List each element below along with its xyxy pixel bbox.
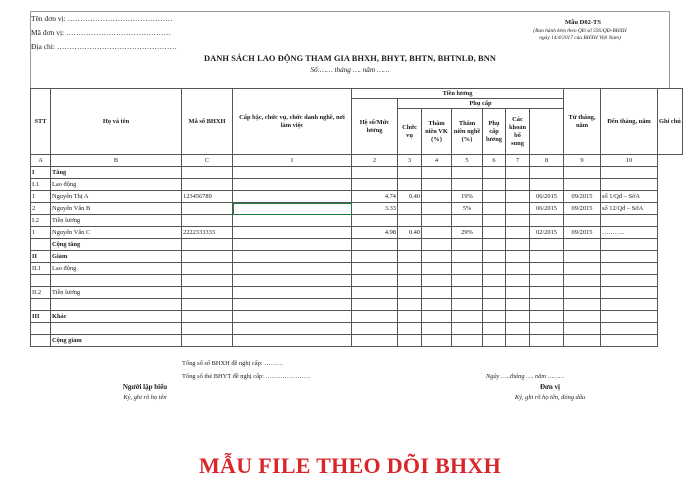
row-cell[interactable] — [233, 287, 352, 299]
row-cell[interactable] — [564, 335, 601, 347]
row-name[interactable] — [51, 299, 182, 311]
row-cell[interactable] — [182, 323, 233, 335]
column-index-cell: B — [51, 155, 182, 167]
column-index-cell: 9 — [564, 155, 601, 167]
row-cell[interactable] — [422, 191, 452, 203]
row-cell[interactable] — [506, 203, 530, 215]
row-cell[interactable] — [352, 275, 398, 287]
table-row — [31, 275, 683, 287]
table-row — [31, 239, 683, 251]
row-cell[interactable] — [601, 275, 658, 287]
column-index-cell: C — [182, 155, 233, 167]
row-cell[interactable] — [564, 167, 601, 179]
row-cell[interactable]: số 1/Qđ – SởA — [601, 191, 658, 203]
row-cell[interactable]: 0.40 — [398, 227, 422, 239]
row-cell[interactable] — [530, 299, 564, 311]
row-cell[interactable] — [422, 287, 452, 299]
row-cell[interactable]: số 12/Qđ – SởA — [601, 203, 658, 215]
row-cell[interactable] — [601, 287, 658, 299]
row-cell[interactable] — [398, 287, 422, 299]
form-note-2: ngày 14/4/2017 của BHXH Việt Nam) — [539, 35, 621, 41]
row-cell[interactable] — [483, 239, 506, 251]
row-cell[interactable] — [182, 311, 233, 323]
row-cell[interactable] — [483, 167, 506, 179]
date-line: Ngày …..tháng …. năm ……… — [486, 373, 565, 380]
row-cell[interactable]: 3.33 — [352, 203, 398, 215]
row-cell[interactable] — [601, 167, 658, 179]
row-cell[interactable]: 4.98 — [352, 227, 398, 239]
row-cell[interactable] — [506, 287, 530, 299]
table-row — [31, 191, 683, 203]
preparer-title: Người lập biểu — [122, 383, 168, 391]
table-row — [31, 311, 683, 323]
row-cell[interactable] — [483, 215, 506, 227]
row-cell[interactable] — [233, 251, 352, 263]
row-cell[interactable] — [182, 203, 233, 215]
row-cell[interactable] — [564, 215, 601, 227]
row-cell[interactable] — [530, 287, 564, 299]
unit-address: Địa chỉ: ………………………………………… — [31, 42, 177, 51]
row-cell[interactable] — [601, 311, 658, 323]
row-name[interactable]: Nguyễn Thị A — [51, 191, 182, 203]
row-cell[interactable]: 2222333333 — [182, 227, 233, 239]
row-cell[interactable] — [352, 287, 398, 299]
row-cell[interactable]: 02/2015 — [530, 227, 564, 239]
column-index-cell: 3 — [398, 155, 422, 167]
row-cell[interactable] — [564, 275, 601, 287]
unit-signature-title: Đơn vị — [539, 383, 561, 391]
row-cell[interactable] — [601, 215, 658, 227]
row-cell[interactable] — [233, 323, 352, 335]
row-cell[interactable] — [483, 263, 506, 275]
row-cell[interactable] — [530, 179, 564, 191]
form-code: Mẫu D02-TS — [565, 19, 601, 26]
row-cell[interactable] — [452, 323, 483, 335]
row-cell[interactable] — [506, 251, 530, 263]
unit-code: Mã đơn vị: …………………………………… — [31, 28, 172, 37]
row-cell[interactable] — [601, 299, 658, 311]
row-cell[interactable] — [233, 311, 352, 323]
row-cell[interactable] — [233, 275, 352, 287]
row-cell[interactable] — [352, 251, 398, 263]
row-cell[interactable] — [452, 335, 483, 347]
table-row — [31, 215, 683, 227]
row-cell[interactable] — [530, 215, 564, 227]
row-name[interactable]: Nguyễn Văn B — [51, 203, 182, 215]
row-cell[interactable] — [422, 167, 452, 179]
row-name[interactable]: Nguyễn Văn C — [51, 227, 182, 239]
header-salary-group: Tiền lương — [352, 89, 564, 99]
row-cell[interactable] — [233, 263, 352, 275]
row-name[interactable] — [51, 323, 182, 335]
row-stt[interactable] — [31, 299, 51, 311]
unit-signature-note: Ký, ghi rõ họ tên, đóng dấu — [514, 394, 586, 401]
row-stt[interactable] — [31, 323, 51, 335]
row-stt[interactable] — [31, 335, 51, 347]
row-cell[interactable] — [506, 335, 530, 347]
row-cell[interactable]: 06/2015 — [530, 191, 564, 203]
row-cell[interactable] — [601, 251, 658, 263]
row-cell[interactable] — [352, 215, 398, 227]
row-cell[interactable] — [601, 179, 658, 191]
row-cell[interactable] — [483, 251, 506, 263]
table-row — [31, 335, 683, 347]
row-cell[interactable] — [398, 215, 422, 227]
column-index-row — [31, 155, 683, 167]
header-coef: Hệ số/Mức lương — [352, 99, 398, 155]
row-cell[interactable]: ……….. — [601, 227, 658, 239]
table-row — [31, 323, 683, 335]
row-cell[interactable] — [422, 311, 452, 323]
row-cell[interactable] — [352, 335, 398, 347]
row-cell[interactable] — [352, 179, 398, 191]
row-cell[interactable] — [483, 203, 506, 215]
row-cell[interactable] — [233, 179, 352, 191]
row-cell[interactable] — [506, 167, 530, 179]
row-name[interactable]: Cộng giảm — [51, 335, 182, 347]
row-cell[interactable] — [182, 215, 233, 227]
row-stt[interactable]: I.1 — [31, 179, 51, 191]
row-cell[interactable] — [233, 335, 352, 347]
row-cell[interactable] — [452, 167, 483, 179]
row-name[interactable]: Tiền lương — [51, 287, 182, 299]
row-cell[interactable] — [422, 239, 452, 251]
column-index-cell: 4 — [422, 155, 452, 167]
table-row — [31, 227, 683, 239]
row-cell[interactable]: 123456789 — [182, 191, 233, 203]
row-stt[interactable]: II.1 — [31, 263, 51, 275]
row-cell[interactable] — [506, 263, 530, 275]
column-index-cell: 2 — [352, 155, 398, 167]
row-cell[interactable] — [422, 263, 452, 275]
row-cell[interactable] — [182, 179, 233, 191]
table-row — [31, 287, 683, 299]
row-cell[interactable] — [233, 227, 352, 239]
row-cell[interactable] — [452, 275, 483, 287]
row-cell[interactable] — [398, 299, 422, 311]
row-cell[interactable] — [398, 311, 422, 323]
row-cell[interactable] — [564, 251, 601, 263]
row-stt[interactable]: 1 — [31, 227, 51, 239]
row-cell[interactable] — [398, 275, 422, 287]
row-cell[interactable] — [352, 299, 398, 311]
row-cell[interactable] — [506, 179, 530, 191]
row-cell[interactable] — [564, 323, 601, 335]
row-cell[interactable] — [422, 179, 452, 191]
caption-heading: MẪU FILE THEO DÕI BHXH — [198, 453, 501, 478]
row-cell[interactable] — [506, 299, 530, 311]
row-cell[interactable]: 29% — [452, 227, 483, 239]
header-from-month: Từ tháng, năm — [564, 89, 601, 155]
row-stt[interactable] — [31, 275, 51, 287]
row-cell[interactable] — [422, 275, 452, 287]
row-cell[interactable] — [564, 311, 601, 323]
row-cell[interactable] — [506, 311, 530, 323]
row-cell[interactable] — [422, 299, 452, 311]
row-cell[interactable] — [398, 179, 422, 191]
row-cell[interactable] — [506, 191, 530, 203]
row-cell[interactable] — [182, 275, 233, 287]
header-note: Ghi chú — [658, 89, 683, 155]
row-cell[interactable] — [483, 179, 506, 191]
row-cell[interactable]: 4.74 — [352, 191, 398, 203]
row-cell[interactable] — [506, 239, 530, 251]
row-cell[interactable] — [182, 263, 233, 275]
row-cell[interactable] — [506, 215, 530, 227]
row-cell[interactable] — [452, 311, 483, 323]
row-cell[interactable]: 19% — [452, 191, 483, 203]
document-subtitle: Số:…… tháng …. năm …… — [310, 66, 390, 74]
row-cell[interactable] — [452, 263, 483, 275]
row-cell[interactable] — [352, 323, 398, 335]
row-cell[interactable] — [398, 167, 422, 179]
row-name[interactable]: Lao động — [51, 179, 182, 191]
row-stt[interactable]: III — [31, 311, 51, 323]
table-row — [31, 179, 683, 191]
row-cell[interactable] — [182, 239, 233, 251]
header-thamnien-nghe: Thâm niên nghề (%) — [452, 109, 483, 155]
column-index-cell: 8 — [530, 155, 564, 167]
row-cell[interactable]: 09/2015 — [564, 191, 601, 203]
sheet-frame — [30, 11, 670, 88]
row-cell[interactable] — [233, 299, 352, 311]
row-cell[interactable] — [422, 323, 452, 335]
table-row — [31, 263, 683, 275]
document-title: DANH SÁCH LAO ĐỘNG THAM GIA BHXH, BHYT, BHTN, BHTNLĐ, BNN — [203, 54, 497, 63]
row-cell[interactable] — [233, 191, 352, 203]
row-cell[interactable] — [483, 227, 506, 239]
row-cell[interactable] — [530, 263, 564, 275]
row-cell[interactable] — [422, 251, 452, 263]
row-cell[interactable] — [182, 287, 233, 299]
row-cell[interactable]: 09/2015 — [564, 203, 601, 215]
row-cell[interactable] — [483, 299, 506, 311]
header-to-month: Đến tháng, năm — [601, 89, 658, 155]
row-name[interactable]: Tiền lương — [51, 215, 182, 227]
row-cell[interactable] — [530, 251, 564, 263]
row-cell[interactable] — [398, 263, 422, 275]
row-cell[interactable] — [182, 299, 233, 311]
unit-name: Tên đơn vị: …………………………………… — [31, 14, 173, 23]
column-index-cell: 1 — [233, 155, 352, 167]
total-bhxh-books: Tổng số sổ BHXH đề nghị cấp: ……… — [182, 360, 284, 367]
header-thamnien-vk: Thâm niên VK (%) — [422, 109, 452, 155]
column-index-cell: A — [31, 155, 51, 167]
row-cell[interactable] — [564, 179, 601, 191]
row-cell[interactable] — [398, 251, 422, 263]
row-cell[interactable] — [564, 239, 601, 251]
table-row — [31, 167, 683, 179]
row-cell[interactable] — [422, 203, 452, 215]
row-cell[interactable] — [601, 239, 658, 251]
row-cell[interactable] — [506, 275, 530, 287]
table-row — [31, 203, 683, 215]
total-bhyt-cards: Tổng số thẻ BHYT đề nghị cấp: ………………… — [182, 373, 311, 380]
row-cell[interactable] — [483, 275, 506, 287]
row-cell[interactable] — [422, 215, 452, 227]
row-cell[interactable]: 5% — [452, 203, 483, 215]
row-cell[interactable] — [564, 299, 601, 311]
row-cell[interactable] — [182, 251, 233, 263]
preparer-note: Ký, ghi rõ họ tên — [123, 394, 167, 401]
row-cell[interactable] — [483, 323, 506, 335]
row-cell[interactable] — [530, 323, 564, 335]
row-stt[interactable]: I.2 — [31, 215, 51, 227]
row-cell[interactable] — [530, 275, 564, 287]
row-cell[interactable] — [601, 323, 658, 335]
row-cell[interactable] — [233, 167, 352, 179]
row-cell[interactable]: 0.40 — [398, 191, 422, 203]
row-cell[interactable] — [483, 311, 506, 323]
selected-cell[interactable] — [233, 203, 352, 215]
header-khoan-bosung: Các khoản bổ sung — [506, 109, 530, 155]
table-row — [31, 251, 683, 263]
row-cell[interactable] — [398, 335, 422, 347]
row-cell[interactable] — [352, 263, 398, 275]
row-cell[interactable] — [483, 287, 506, 299]
header-position: Cấp bậc, chức vụ, chức danh nghề, nơi làm việc — [233, 89, 352, 155]
employee-table — [30, 88, 683, 347]
row-cell[interactable] — [530, 239, 564, 251]
header-phucap-luong: Phụ cấp lương — [483, 109, 506, 155]
row-cell[interactable] — [483, 335, 506, 347]
row-cell[interactable] — [564, 263, 601, 275]
row-cell[interactable] — [182, 167, 233, 179]
row-cell[interactable]: 09/2015 — [564, 227, 601, 239]
column-index-cell: 10 — [601, 155, 658, 167]
column-index-cell: 6 — [483, 155, 506, 167]
row-cell[interactable] — [398, 239, 422, 251]
row-cell[interactable] — [452, 215, 483, 227]
row-cell[interactable]: 06/2015 — [530, 203, 564, 215]
form-note-1: (Ban hành kèm theo QĐ số 595/QĐ-BHXH — [533, 28, 627, 34]
row-cell[interactable] — [352, 167, 398, 179]
row-cell[interactable] — [182, 335, 233, 347]
row-cell[interactable] — [398, 203, 422, 215]
row-name[interactable] — [51, 275, 182, 287]
row-cell[interactable] — [601, 335, 658, 347]
row-cell[interactable] — [398, 323, 422, 335]
row-cell[interactable] — [352, 311, 398, 323]
row-cell[interactable] — [422, 335, 452, 347]
row-name[interactable]: Tăng — [51, 167, 182, 179]
header-name: Họ và tên — [51, 89, 182, 155]
row-stt[interactable]: II.2 — [31, 287, 51, 299]
column-index-cell: 7 — [506, 155, 530, 167]
row-name[interactable]: Khác — [51, 311, 182, 323]
row-name[interactable]: Giảm — [51, 251, 182, 263]
row-cell[interactable] — [452, 287, 483, 299]
row-cell[interactable] — [452, 251, 483, 263]
header-stt: STT — [31, 89, 51, 155]
row-cell[interactable] — [452, 239, 483, 251]
row-stt[interactable]: 2 — [31, 203, 51, 215]
row-cell[interactable] — [530, 335, 564, 347]
row-cell[interactable] — [530, 167, 564, 179]
row-cell[interactable] — [564, 287, 601, 299]
row-name[interactable]: Cộng tăng — [51, 239, 182, 251]
header-allowance-group: Phụ cấp — [398, 99, 564, 109]
table-row — [31, 299, 683, 311]
row-cell[interactable] — [233, 215, 352, 227]
row-stt[interactable]: I — [31, 167, 51, 179]
row-cell[interactable] — [506, 323, 530, 335]
row-cell[interactable] — [233, 239, 352, 251]
row-cell[interactable] — [530, 311, 564, 323]
column-index-cell: 5 — [452, 155, 483, 167]
row-stt[interactable]: II — [31, 251, 51, 263]
row-name[interactable]: Lao động — [51, 263, 182, 275]
row-cell[interactable] — [352, 239, 398, 251]
header-chucvu: Chức vụ — [398, 109, 422, 155]
row-cell[interactable] — [483, 191, 506, 203]
row-stt[interactable]: 1 — [31, 191, 51, 203]
row-cell[interactable] — [452, 179, 483, 191]
header-bhxh: Mã số BHXH — [182, 89, 233, 155]
row-cell[interactable] — [422, 227, 452, 239]
row-cell[interactable] — [452, 299, 483, 311]
row-cell[interactable] — [601, 263, 658, 275]
row-cell[interactable] — [506, 227, 530, 239]
row-stt[interactable] — [31, 239, 51, 251]
